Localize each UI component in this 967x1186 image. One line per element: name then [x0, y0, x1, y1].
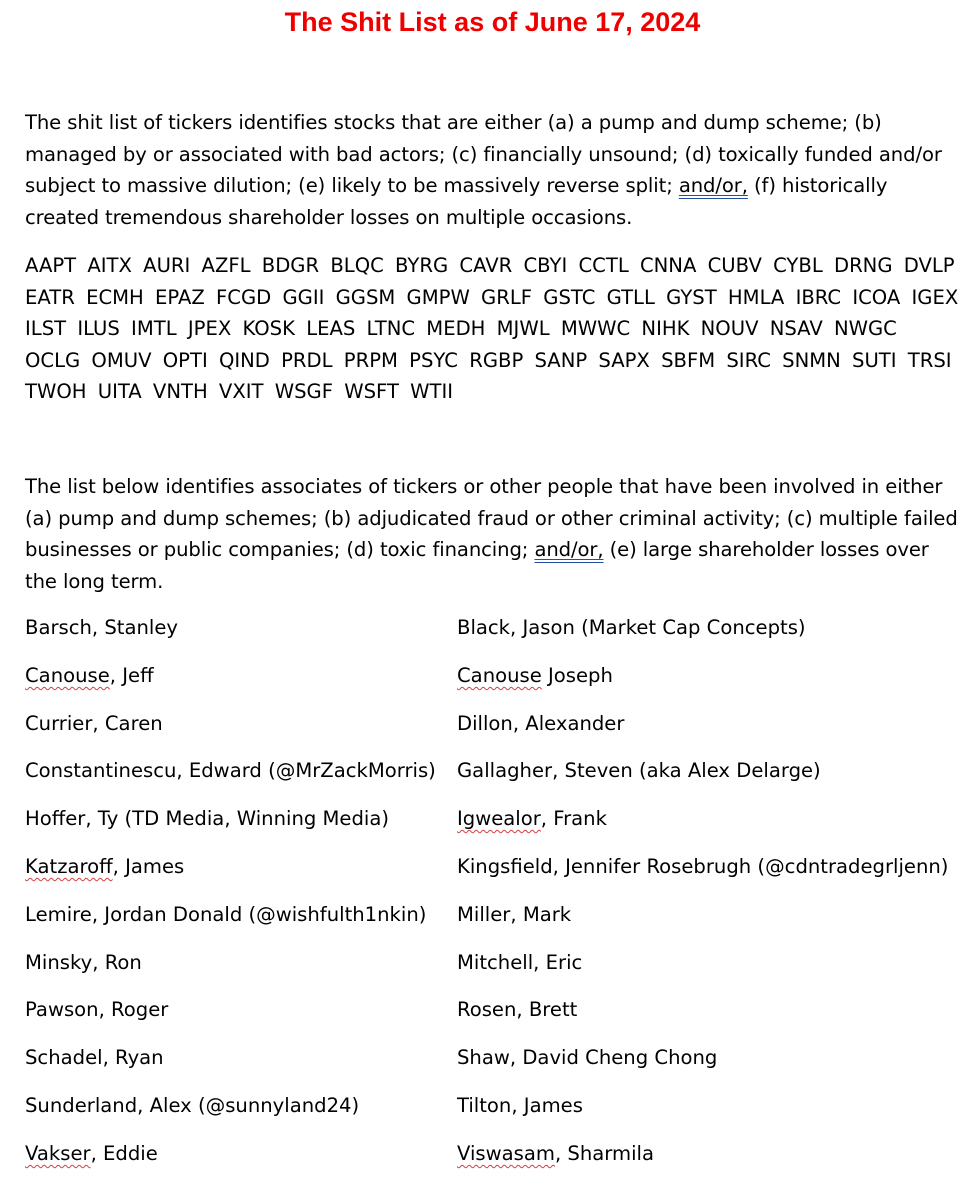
associate-name-right [457, 1042, 717, 1073]
associate-surname: Igwealor [457, 807, 541, 831]
associate-row [25, 1138, 965, 1186]
tickers-intro-text: The shit list of tickers identifies stocks that are either (a) a pump and dump scheme; (b) managed by or associated with bad actors; (c) financially unsound; (d) toxically funded and/or subject to massive dilution; (e) likely to be massively reverse split; [25, 111, 942, 197]
associate-surname: Schadel [25, 1046, 103, 1070]
associate-name-right [457, 708, 624, 739]
document-title: The Shit List as of June 17, 2024 [284, 7, 701, 37]
ticker-list [25, 250, 965, 408]
associate-name-left [25, 947, 142, 978]
associate-given-name: , Eric [533, 950, 583, 974]
ticker-line: ILST ILUS IMTL JPEX KOSK LEAS LTNC MEDH MJWL MWWC NIHK NOUV NSAV NWGC [25, 317, 897, 340]
associate-given-name: , James [511, 1093, 583, 1117]
ticker-line: OCLG OMUV OPTI QIND PRDL PRPM PSYC RGBP SANP SAPX SBFM SIRC SNMN SUTI TRSI [25, 348, 952, 372]
associate-surname: Shaw [457, 1046, 510, 1070]
ticker-line: AAPT AITX AURI AZFL BDGR BLQC BYRG CAVR CBYI CCTL CNNA CUBV CYBL DRNG DVLP [25, 254, 955, 277]
associate-given-name: , Ryan [102, 1046, 164, 1070]
associate-name-left [25, 755, 436, 786]
associate-name-left [25, 660, 154, 691]
associate-surname: Gallagher [457, 759, 553, 783]
associate-row [25, 612, 965, 660]
associate-name-left [25, 803, 389, 834]
associate-name-right [457, 851, 948, 882]
associate-surname: Hoffer [25, 807, 86, 831]
associate-row [25, 947, 965, 995]
associate-given-name: , Stanley [91, 616, 179, 639]
associate-row [25, 660, 965, 708]
ticker-line: EATR ECMH EPAZ FCGD GGII GGSM GMPW GRLF GSTC GTLL GYST HMLA IBRC ICOA IGEX [25, 285, 959, 309]
associate-name-right [457, 1138, 654, 1169]
associate-given-name: , Jennifer Rosebrugh (@cdntradegrljenn) [552, 854, 949, 878]
associate-surname: Miller [457, 902, 511, 926]
associate-given-name: , Caren [92, 711, 163, 735]
tickers-intro-text-end: (f) historically created tremendous shareholder losses on multiple occasions. [25, 174, 888, 229]
associate-name-left [25, 1090, 359, 1121]
associates-list [25, 612, 965, 1186]
associate-name-right [457, 612, 806, 643]
associate-surname: Vakser [25, 1141, 91, 1165]
associate-given-name: , Eddie [90, 1141, 158, 1165]
associate-name-left [25, 612, 178, 643]
associates-intro-text-end: (e) large shareholder losses over the long term. [25, 538, 929, 593]
associate-given-name: , James [112, 854, 185, 878]
associate-surname: Constantinescu [25, 759, 177, 783]
associate-row [25, 1090, 965, 1138]
associate-row [25, 708, 965, 756]
ticker-line: TWOH UITA VNTH VXIT WSGF WSFT WTII [25, 380, 454, 403]
associate-given-name: , Edward (@MrZackMorris) [176, 759, 436, 783]
associate-given-name: , Jordan Donald (@wishfulth1nkin) [91, 902, 427, 926]
associate-surname: Katzaroff [25, 854, 113, 878]
associate-row [25, 851, 965, 899]
associates-intro-paragraph [25, 471, 965, 597]
and-or-underlined-text: and/or, [678, 174, 748, 197]
associate-name-right [457, 660, 613, 691]
associate-given-name: , Mark [510, 902, 572, 926]
associate-row [25, 899, 965, 947]
associate-name-right [457, 947, 582, 978]
associate-name-right [457, 755, 821, 786]
associate-surname: Black [457, 616, 511, 639]
associate-given-name: , Frank [540, 807, 607, 831]
and-or-underlined-text: and/or, [534, 538, 604, 561]
associate-name-right [457, 899, 571, 930]
associate-name-left [25, 1138, 158, 1169]
associate-given-name: , Alex (@sunnyland24) [137, 1093, 360, 1117]
associates-intro-text: The list below identifies associates of tickers or other people that have been involved in either (a) pump and dump schemes; (b) adjudicated fraud or other criminal activity; (c) multiple failed businesses or public companies; (d) toxic financing; [25, 475, 958, 561]
associate-name-left [25, 899, 426, 930]
associate-given-name: , David Cheng Chong [509, 1046, 718, 1070]
associate-given-name: , Brett [516, 998, 578, 1022]
associate-name-right [457, 803, 607, 834]
associate-row [25, 755, 965, 803]
associate-name-right [457, 994, 577, 1025]
associate-row [25, 1042, 965, 1090]
associate-row [25, 803, 965, 851]
associate-surname: Canouse [457, 663, 542, 687]
associate-given-name: , Jeff [109, 663, 154, 687]
associate-surname: Lemire [25, 902, 92, 926]
associate-surname: Barsch [25, 616, 92, 639]
associate-given-name: , Jason (Market Cap Concepts) [510, 616, 806, 639]
associate-row [25, 994, 965, 1042]
associate-surname: Currier [25, 711, 93, 735]
associate-name-left [25, 851, 184, 882]
associate-name-left [25, 1042, 164, 1073]
associate-surname: Pawson [25, 998, 99, 1022]
associate-surname: Rosen [457, 998, 517, 1022]
associate-surname: Viswasam [457, 1141, 555, 1165]
associate-given-name: , Ty (TD Media, Winning Media) [85, 807, 390, 831]
associate-given-name: Joseph [541, 663, 613, 687]
tickers-intro-paragraph [25, 107, 965, 233]
associate-name-right [457, 1090, 583, 1121]
associate-given-name: , Sharmila [554, 1141, 654, 1165]
associate-name-left [25, 708, 163, 739]
associate-given-name: , Roger [98, 998, 169, 1022]
associate-surname: Tilton [457, 1093, 512, 1117]
associate-given-name: , Alexander [512, 711, 625, 735]
associate-name-left [25, 994, 168, 1025]
associate-surname: Mitchell [457, 950, 534, 974]
associate-surname: Canouse [25, 663, 110, 687]
associate-surname: Dillon [457, 711, 513, 735]
associate-given-name: , Ron [92, 950, 142, 974]
associate-given-name: , Steven (aka Alex Delarge) [552, 759, 821, 783]
associate-surname: Sunderland [25, 1093, 138, 1117]
associate-surname: Minsky [25, 950, 93, 974]
associate-surname: Kingsfield [457, 854, 553, 878]
